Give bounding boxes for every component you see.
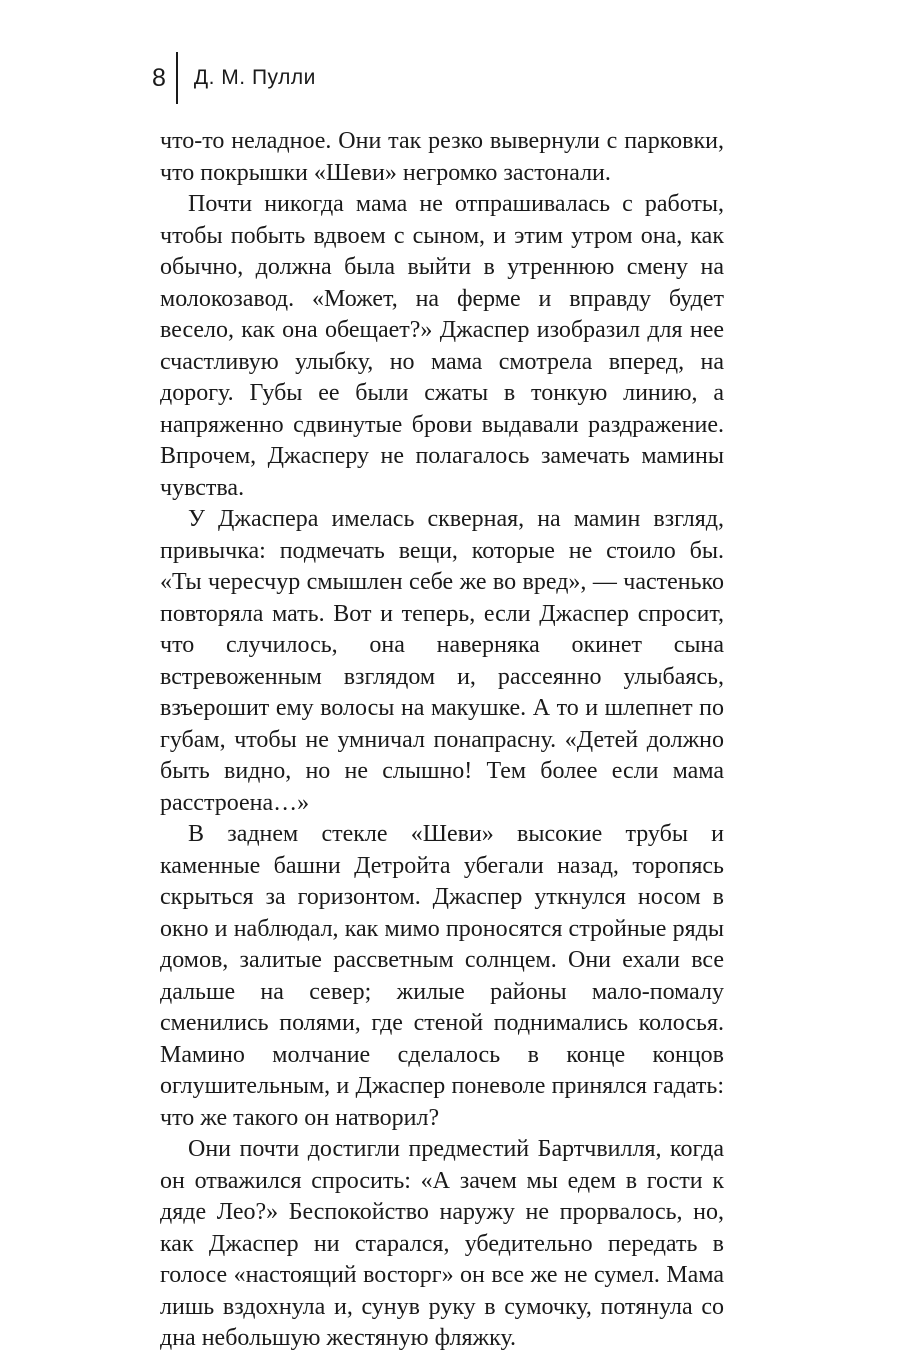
paragraph: что-то неладное. Они так резко вывернули с парковки, что покрышки «Шеви» негромко застонали. [160, 128, 724, 186]
running-header [152, 52, 316, 104]
page-number: 8 [152, 63, 166, 92]
body-text [160, 126, 724, 1355]
author-name: Д. М. Пулли [193, 66, 316, 89]
paragraph: В заднем стекле «Шеви» высокие трубы и каменные башни Детройта убегали назад, торопясь скрыться за горизонтом. Джаспер уткнулся носом в окно и наблюдал, как мимо проносятся стройные ряды домов, залитые рассветным солнцем. Они ехали все дальше на север; жилые районы мало-помалу сменились полями, где стеной поднимались колосья. Мамино молчание сделалось в конце концов оглушительным, и Джаспер поневоле принялся гадать: что же такого он натворил? [160, 821, 724, 1131]
paragraph: Почти никогда мама не отпрашивалась с работы, чтобы побыть вдвоем с сыном, и этим утром она, как обычно, должна была выйти в утреннюю смену на молокозавод. «Может, на ферме и вправду будет весело, как она обещает?» Джаспер изобразил для нее счастливую улыбку, но мама смотрела вперед, на дорогу. Губы ее были сжаты в тонкую линию, а напряженно сдвинутые брови выдавали раздражение. Впрочем, Джасперу не полагалось замечать мамины чувства. [160, 191, 724, 501]
paragraph: Они почти достигли предместий Бартчвилля, когда он отважился спросить: «А зачем мы едем в гости к дяде Лео?» Беспокойство наружу не прорвалось, но, как Джаспер ни старался, убедительно передать в голосе «настоящий восторг» он все же не сумел. Мама лишь вздохнула и, сунув руку в сумочку, потянула со дна небольшую жестяную фляжку. [160, 1136, 724, 1351]
paragraph: У Джаспера имелась скверная, на мамин взгляд, привычка: подмечать вещи, которые не стоило бы. «Ты чересчур смышлен себе же во вред», — частенько повторяла мать. Вот и теперь, если Джаспер спросит, что случилось, она наверняка окинет сына встревоженным взглядом и, рассеянно улыбаясь, взъерошит ему волосы на макушке. А то и шлепнет по губам, чтобы не умничал понапрасну. «Детей должно быть видно, но не слышно! Тем более если мама расстроена…» [160, 506, 724, 816]
